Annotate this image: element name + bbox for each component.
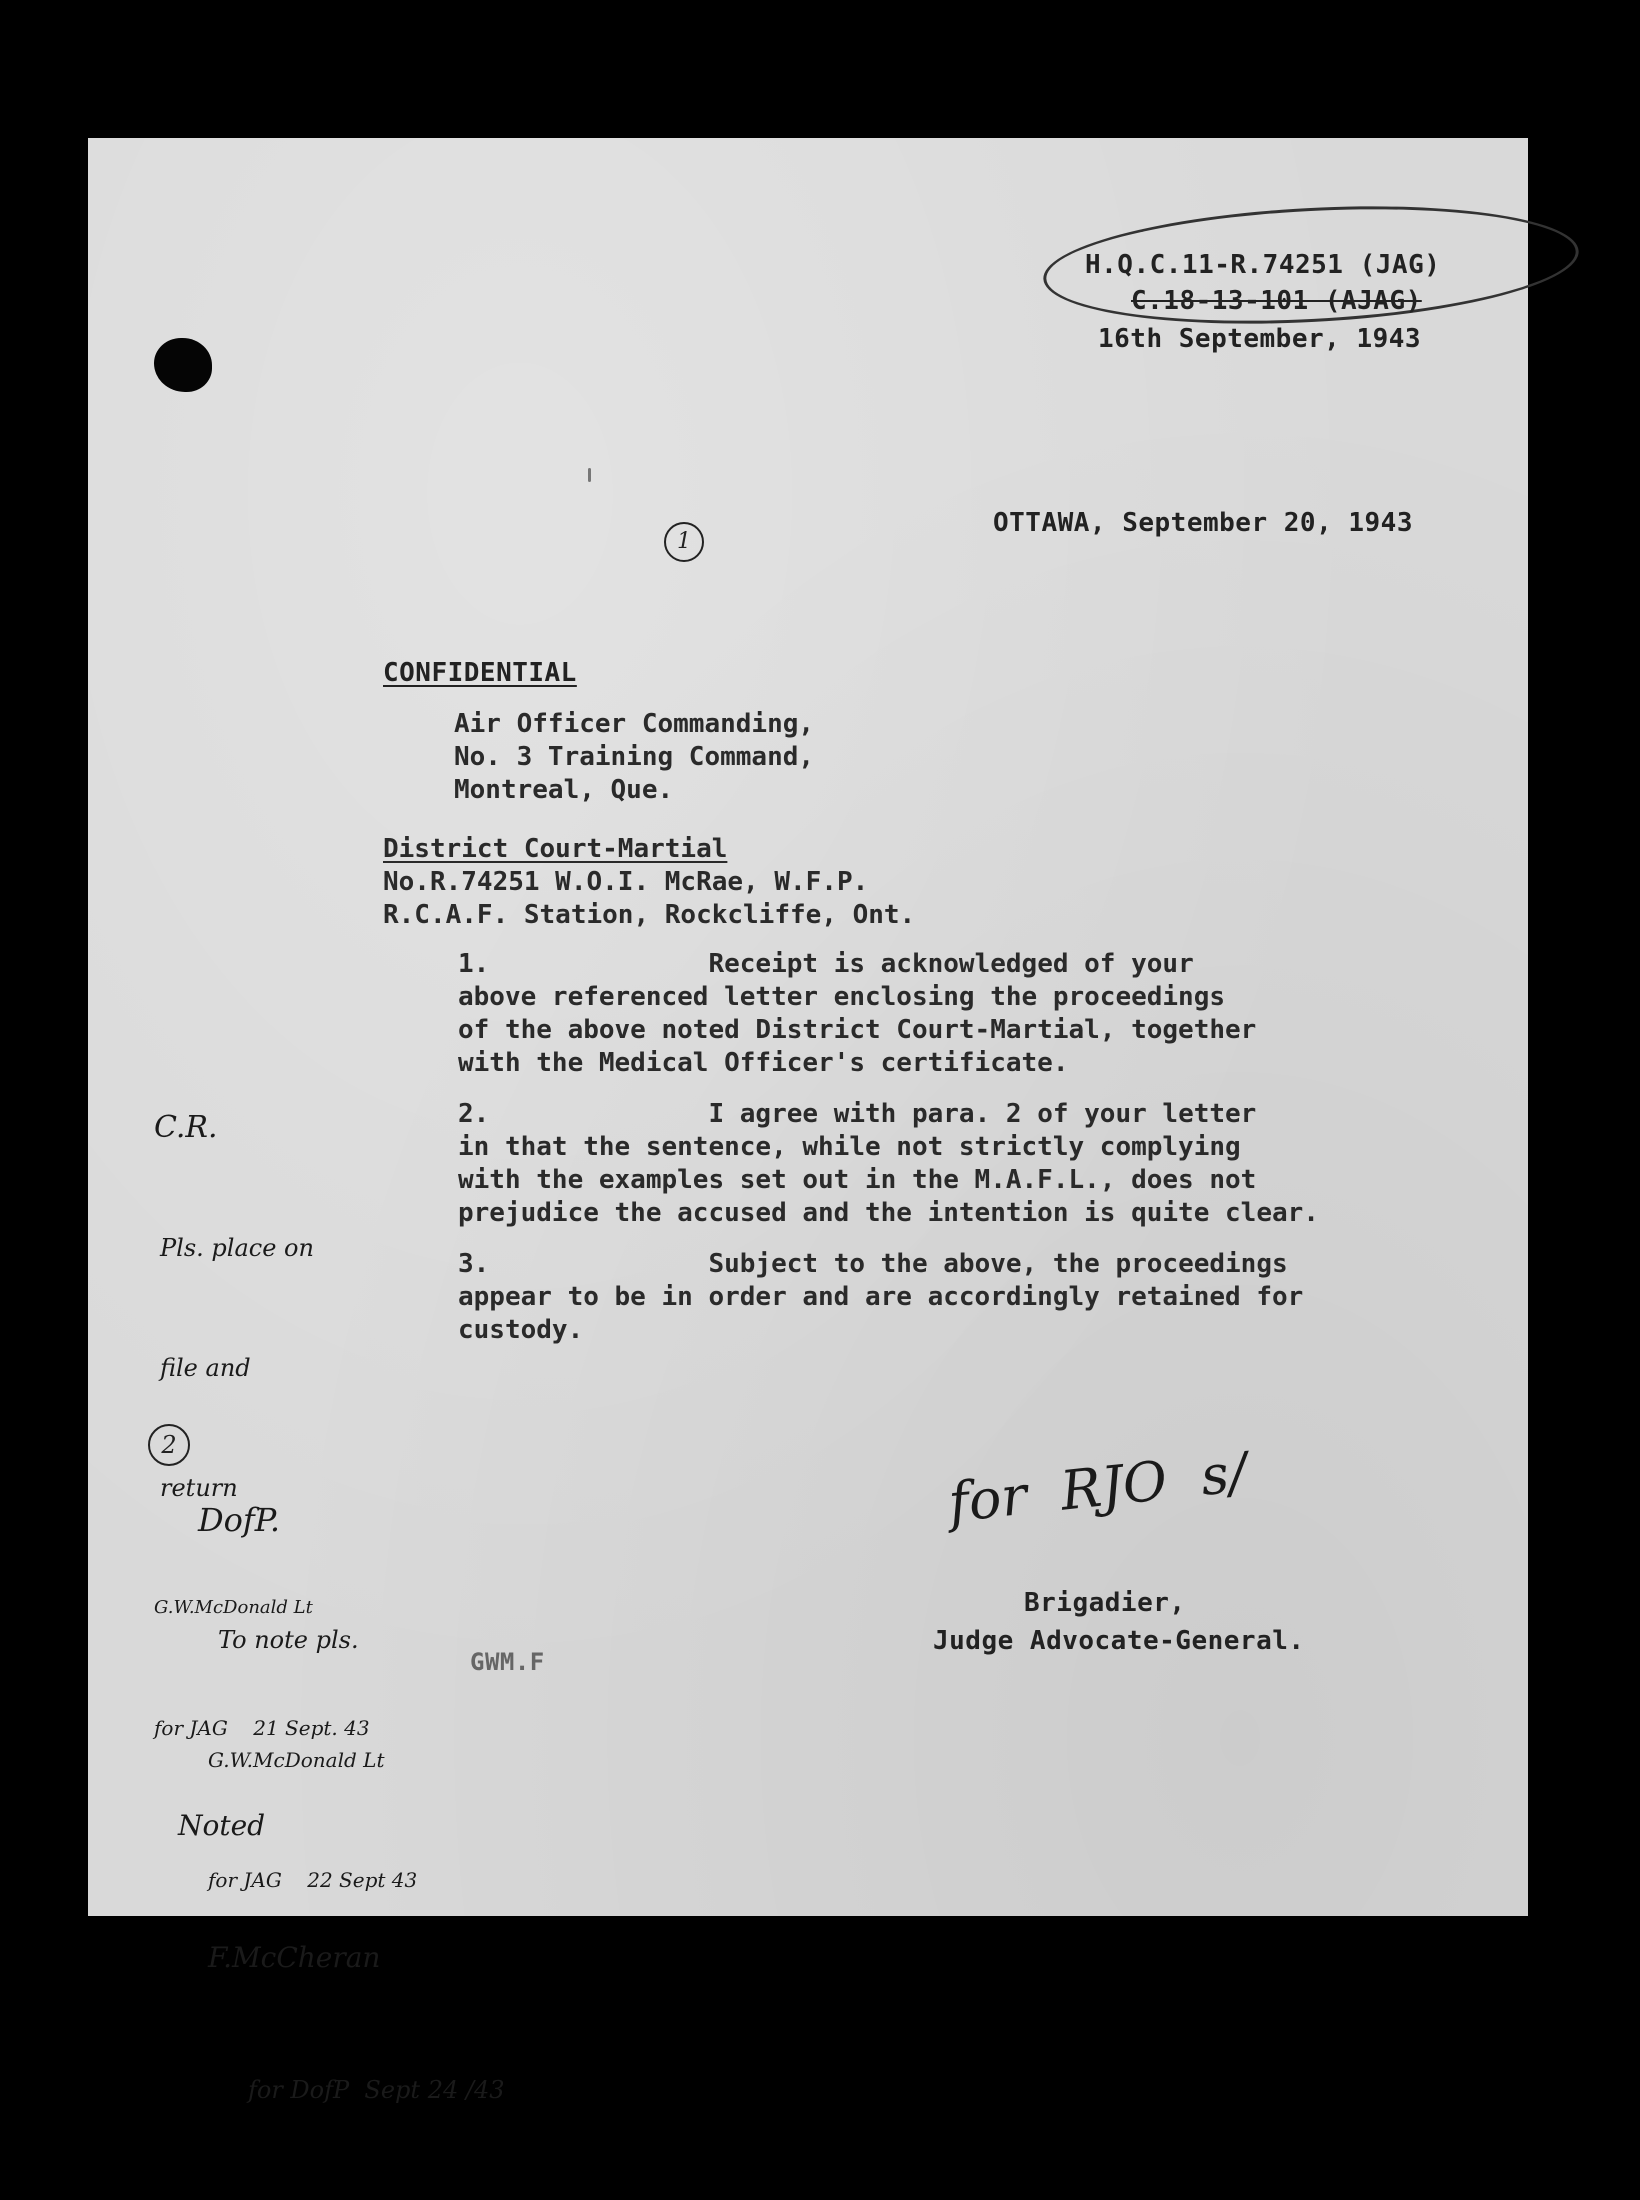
place-date-line: OTTAWA, September 20, 1943 (993, 508, 1413, 538)
paragraph-number: 3. (458, 1249, 490, 1279)
signature: for RJO s/ (945, 1440, 1250, 1535)
paragraph-text: of the above noted District Court-Martial, together (458, 1015, 1257, 1045)
addressee-line: No. 3 Training Command, (454, 742, 815, 772)
reference-line-1: H.Q.C.11-R.74251 (JAG) (1085, 250, 1441, 280)
paragraph-first-line (458, 1098, 1319, 1131)
paragraph-first-line (458, 948, 1256, 981)
margin-note-line: return (160, 1474, 238, 1502)
paragraph-text: Subject to the above, the proceedings (708, 1249, 1288, 1279)
circled-number-text: 2 (161, 1431, 177, 1459)
subject-line: R.C.A.F. Station, Rockcliffe, Ont. (383, 900, 916, 930)
reference-line-2: C.18-13-101 (AJAG) (1131, 286, 1422, 316)
margin-note-line: C.R. (154, 1110, 218, 1145)
margin-note-3 (178, 1716, 505, 2200)
margin-note-line: DofP. (198, 1501, 280, 1539)
classification-heading: CONFIDENTIAL (383, 658, 577, 688)
speck (588, 468, 591, 482)
subject-block (383, 833, 915, 932)
paragraph-text: custody. (458, 1315, 584, 1345)
margin-note-line: G.W.McDonald Lt (208, 1748, 385, 1772)
margin-note-line: Pls. place on (160, 1234, 314, 1262)
addressee-block (454, 708, 814, 807)
paragraph-text: above referenced letter enclosing the proceedings (458, 982, 1226, 1012)
signatory-rank: Brigadier, (1024, 1588, 1186, 1618)
addressee-line: Montreal, Que. (454, 775, 674, 805)
margin-note-line: To note pls. (218, 1626, 359, 1654)
margin-note-line: F.McCheran (208, 1941, 381, 1974)
paragraph-text: in that the sentence, while not strictly complying (458, 1132, 1241, 1162)
paragraph-2 (458, 1098, 1319, 1230)
signatory-title: Judge Advocate-General. (933, 1626, 1305, 1656)
addressee-line: Air Officer Commanding, (454, 709, 815, 739)
margin-note-line: for DofP Sept 24 /43 (248, 2076, 505, 2104)
paragraph-text: with the examples set out in the M.A.F.L., does not (458, 1165, 1257, 1195)
paragraph-1 (458, 948, 1256, 1080)
margin-note-line: G.W.McDonald Lt (154, 1597, 313, 1618)
subject-title: District Court-Martial (383, 834, 728, 864)
paragraph-text: appear to be in order and are accordingly retained for (458, 1282, 1304, 1312)
typist-initials: GWM.F (470, 1648, 545, 1676)
margin-note-line: for JAG 21 Sept. 43 (154, 1716, 370, 1740)
paragraph-text: I agree with para. 2 of your letter (708, 1099, 1257, 1129)
document-page (88, 138, 1528, 2104)
paragraph-text: prejudice the accused and the intention is quite clear. (458, 1198, 1319, 1228)
paragraph-3 (458, 1248, 1303, 1347)
paragraph-text: with the Medical Officer's certificate. (458, 1048, 1069, 1078)
paragraph-number: 1. (458, 949, 490, 979)
page-mark-circle (664, 522, 704, 562)
paragraph-text: Receipt is acknowledged of your (708, 949, 1194, 979)
margin-note-line: file and (160, 1354, 251, 1382)
paragraph-number: 2. (458, 1099, 490, 1129)
page-mark-number: 1 (677, 529, 691, 554)
reference-date: 16th September, 1943 (1098, 324, 1422, 354)
circled-number (148, 1424, 190, 1466)
subject-line: No.R.74251 W.O.I. McRae, W.F.P. (383, 867, 869, 897)
margin-note-line: Noted (178, 1809, 266, 1842)
ink-blot (154, 338, 212, 392)
margin-note-line: for JAG 22 Sept 43 (208, 1868, 418, 1892)
paragraph-first-line (458, 1248, 1303, 1281)
